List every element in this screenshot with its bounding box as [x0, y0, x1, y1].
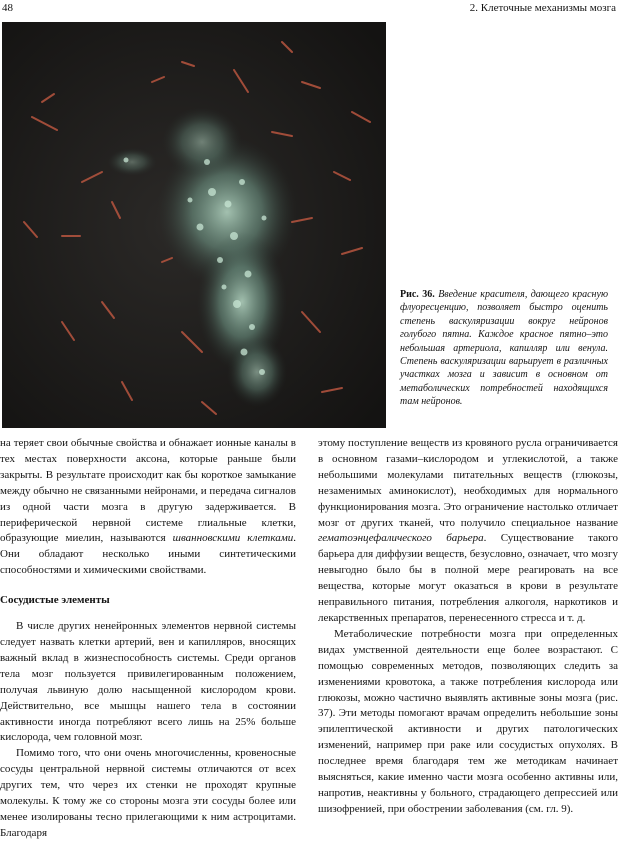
left-paragraph-1: на теряет свои обычные свойства и обнажает ионные каналы в тех местах поверхности аксона, которые раньше были закрыты. В результате происходит как бы короткое замыкание между обычно не связанными нейронами, и передача сигналов из одной части мозга в другую задерживается. В периферической нервной системе глиальные клетки, образующие миелин, называются шванновскими клетками. Они обладают несколько иными синтетическими способностями и химическими свойствами.: [0, 437, 296, 577]
left-paragraph-3: Помимо того, что они очень многочисленны, кровеносные сосуды центральной нервной системы отличаются от всех других тем, что через их стенки не проходят крупные молекулы. К тому же со стороны мозга эти сосуды более или менее изолированы тесно прилегающими к ним астроцитами. Благодаря: [0, 747, 296, 839]
right-paragraph-1: этому поступление веществ из кровяного русла ограничивается в основном газами–кислородом и углекислотой, а также небольшими молекулами питательных веществ (глюкозы, незаменимых аминокислот), необходимых для нормального функционирования мозга. Это ограничение настолько отличает мозг от других тканей, что получило специальное название гематоэнцефалического барьера. Существование такого барьера для диффузии веществ, безусловно, означает, что мозгу невыгодно было бы в полной мере реагировать на все вещества, которые могут оказаться в крови в результате неправильного питания, потребления алкоголя, наркотиков и лекарственных препаратов, перенесенного стресса и т. д.: [318, 437, 618, 624]
figure-label: Рис. 36.: [400, 289, 435, 300]
page-number: 48: [2, 2, 13, 14]
right-column: [318, 436, 618, 818]
bbb-term: гематоэнцефалического барьера: [318, 532, 484, 545]
running-header: 2. Клеточные механизмы мозга: [469, 2, 616, 14]
left-column: [0, 436, 296, 842]
right-paragraph-2: Метаболические потребности мозга при определенных видах умственной деятельности еще более возрастают. С помощью современных методов, позволяющих следить за изменениями кровотока, а также потребления кислорода или глюкозы, можно частично выявлять активные зоны мозга (рис. 37). Эти методы помогают врачам определить небольшие зоны эпилептической активности и других патологических изменений, например при раке или сосудистых опухолях. В последнее время благодаря тем же методикам начинает выясняться, какие именно части мозга особенно активны или, напротив, неактивны у больного, страдающего депрессией или шизофренией, при обострении заболевания (см. гл. 9).: [318, 627, 618, 815]
left-paragraph-2: В числе других ненейронных элементов нервной системы следует назвать клетки артерий, вен и капилляров, вносящих важный вклад в жизнеспособность системы. Среди органов тела мозг пользуется привилегированным положением, получая львиную долю насыщенной кислородом крови. Действительно, все мышцы нашего тела в состоянии активности иногда потребляют всего лишь на 25% больше кислорода, чем головной мозг.: [0, 620, 296, 744]
schwann-cells-term: шванновскими клетками: [172, 532, 294, 545]
figure-caption-text: Введение красителя, дающего красную флуоресценцию, позволяет быстро оценить степень васкуляризации вокруг нейронов голубого пятна. Каждое красное пятно–это небольшая артериола, капилляр или венула. Степень васкуляризации варьирует в различных участках мозга и зависит в основном от метаболических потребностей находящихся там нейронов.: [400, 289, 608, 408]
fluorescence-micrograph: [2, 22, 386, 428]
figure-caption: [400, 288, 608, 409]
section-title: Сосудистые элементы: [0, 594, 110, 607]
